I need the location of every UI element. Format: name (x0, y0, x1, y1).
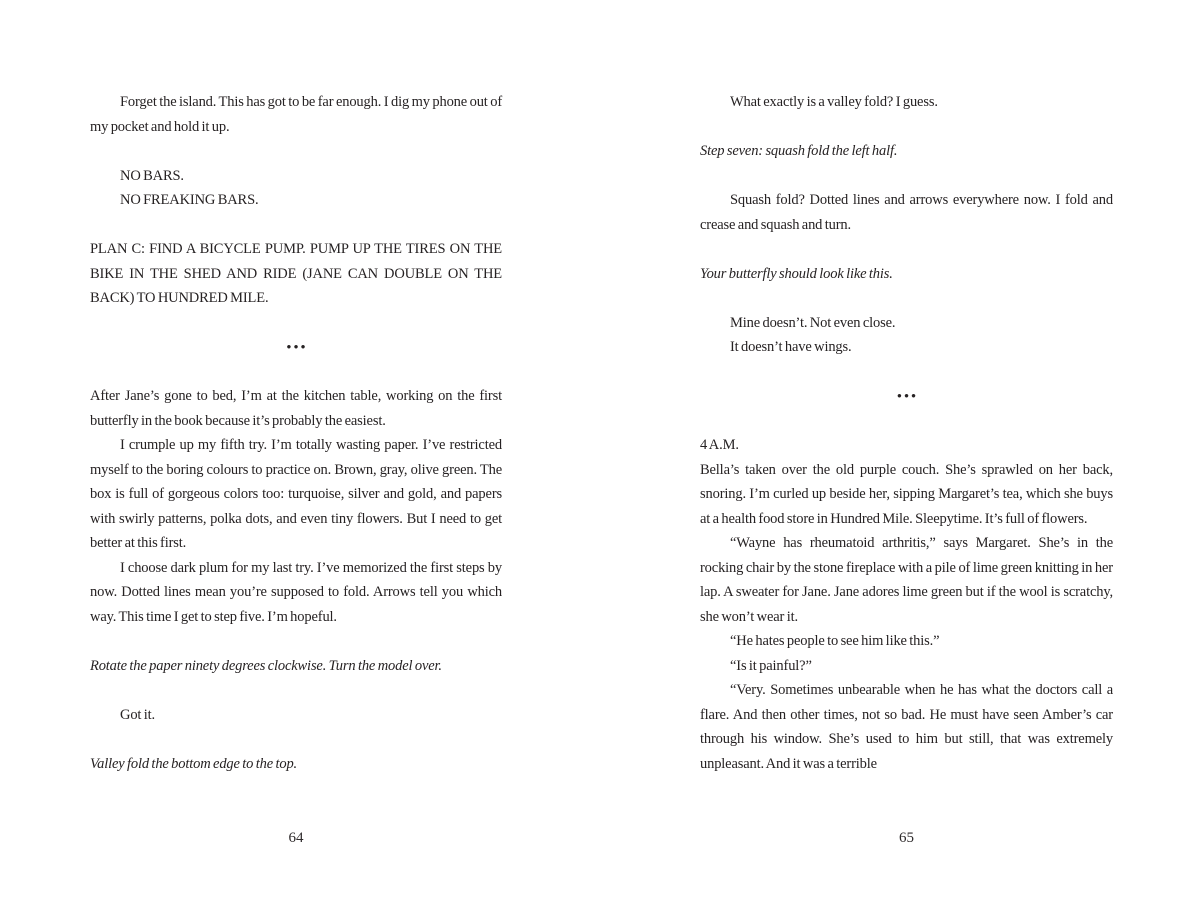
paragraph: PLAN C: FIND A BICYCLE PUMP. PUMP UP THE TIRES ON THE BIKE IN THE SHED AND RIDE (JANE CAN DOUBLE ON THE BACK) TO HUNDRED MILE. (90, 241, 502, 306)
paragraph: Forget the island. This has got to be far enough. I dig my phone out of my pocket and hold it up. (90, 94, 502, 135)
scene-separator: ••• (286, 339, 308, 354)
instruction-line: Valley fold the bottom edge to the top. (90, 755, 298, 772)
instruction-line: Step seven: squash fold the left half. (700, 143, 898, 159)
paragraph: Mine doesn’t. Not even close. (730, 314, 896, 331)
instruction-line: Rotate the paper ninety degrees clockwise. Turn the model over. (90, 657, 442, 674)
paragraph: “He hates people to see him like this.” (730, 633, 940, 649)
page-right (700, 90, 1113, 776)
paragraph: I crumple up my fifth try. I’m totally wasting paper. I’ve restricted myself to the boring colours to practice on. Brown, gray, olive green. The box is full of gorgeous colors too: turquoise, silver and gold, and papers with swirly patterns, polka dots, and even tiny flowers. But I need to get better at this first. (90, 437, 502, 551)
paragraph: After Jane’s gone to bed, I’m at the kitchen table, working on the first butterfly in the book because it’s probably the easiest. (90, 388, 502, 429)
paragraph: NO BARS. (120, 167, 184, 184)
paragraph: Bella’s taken over the old purple couch. She’s sprawled on her back, snoring. I’m curled up beside her, sipping Margaret’s tea, which she buys at a health food store in Hundred Mile. Sleepytime. It’s full of flowers. (700, 461, 1113, 527)
paragraph: What exactly is a valley fold? I guess. (730, 94, 938, 110)
instruction-line: Your butterfly should look like this. (700, 265, 893, 282)
paragraph: “Wayne has rheumatoid arthritis,” says Margaret. She’s in the rocking chair by the stone fireplace with a pile of lime green knitting in her lap. A sweater for Jane. Jane adores lime green but if the wool is scratchy, she won’t wear it. (700, 535, 1113, 625)
paragraph: “Is it painful?” (730, 657, 812, 674)
scene-separator: ••• (897, 388, 919, 403)
paragraph: 4 A.M. (700, 437, 739, 453)
paragraph: Squash fold? Dotted lines and arrows everywhere now. I fold and crease and squash and turn. (700, 192, 1113, 233)
paragraph: “Very. Sometimes unbearable when he has what the doctors call a flare. And then other times, not so bad. He must have seen Amber’s car through his window. She’s used to him but still, that was extremely unpleasant. And it was a terrible (700, 682, 1113, 772)
page-number-left: 64 (288, 830, 304, 846)
page-left (90, 90, 502, 776)
paragraph: I choose dark plum for my last try. I’ve memorized the first steps by now. Dotted lines mean you’re supposed to fold. Arrows tell you which way. This time I get to step five. I’m hopeful. (90, 559, 502, 625)
paragraph: Got it. (120, 706, 156, 723)
paragraph: NO FREAKING BARS. (120, 192, 259, 208)
paragraph: It doesn’t have wings. (730, 339, 852, 355)
page-number-right: 65 (899, 830, 914, 846)
